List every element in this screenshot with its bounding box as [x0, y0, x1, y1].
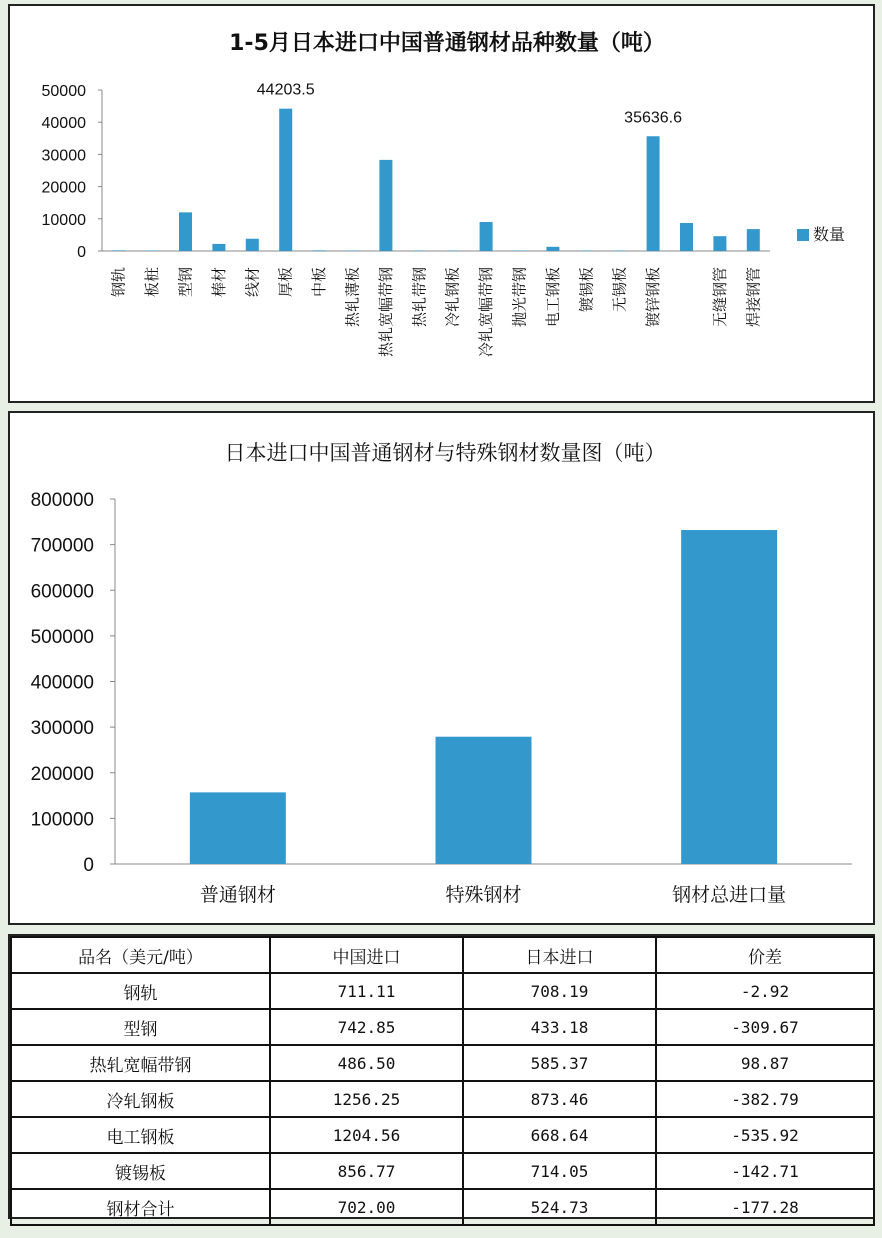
legend-label: 数量 — [813, 225, 846, 244]
bar — [713, 236, 726, 251]
y-tick-label: 40000 — [41, 115, 86, 133]
cell-japan: 433.18 — [463, 1009, 656, 1045]
x-tick-label: 热轧薄板 — [343, 267, 362, 328]
data-label: 35636.6 — [624, 109, 683, 127]
x-tick-label: 热轧宽幅带钢 — [376, 267, 395, 358]
x-tick-label: 钢轨 — [109, 267, 128, 298]
cell-china: 1256.25 — [270, 1081, 463, 1117]
bar — [680, 223, 693, 251]
bar — [480, 222, 493, 251]
cell-diff: 98.87 — [656, 1045, 874, 1081]
table-row — [11, 1189, 874, 1225]
legend-swatch — [797, 229, 809, 241]
header-diff: 价差 — [656, 937, 874, 973]
cell-china: 1204.56 — [270, 1117, 463, 1153]
cell-diff: -142.71 — [656, 1153, 874, 1189]
cell-name: 热轧宽幅带钢 — [11, 1045, 270, 1081]
bar — [179, 212, 192, 251]
chart-panel-varieties — [8, 4, 875, 403]
table-row — [11, 1117, 874, 1153]
bar — [681, 530, 777, 864]
bar — [112, 250, 125, 251]
x-tick-label: 中板 — [310, 267, 329, 298]
data-label: 44203.5 — [256, 81, 315, 99]
cell-japan: 524.73 — [463, 1189, 656, 1225]
cell-name: 钢材合计 — [11, 1189, 270, 1225]
cell-china: 742.85 — [270, 1009, 463, 1045]
y-tick-label: 600000 — [30, 581, 94, 603]
cell-name: 冷轧钢板 — [11, 1081, 270, 1117]
table-row — [11, 973, 874, 1009]
x-tick-label: 镀锡板 — [577, 267, 596, 313]
y-tick-label: 100000 — [30, 809, 94, 831]
y-tick-label: 0 — [77, 244, 86, 261]
x-tick-label: 镀锌钢板 — [644, 267, 663, 328]
cell-japan: 714.05 — [463, 1153, 656, 1189]
table-header-row — [11, 937, 874, 973]
price-table — [10, 936, 875, 1226]
table-row — [11, 1153, 874, 1189]
y-tick-label: 800000 — [30, 490, 94, 511]
cell-name: 电工钢板 — [11, 1117, 270, 1153]
cell-name: 钢轨 — [11, 973, 270, 1009]
y-tick-label: 300000 — [30, 718, 94, 740]
y-tick-label: 400000 — [30, 672, 94, 694]
bar — [246, 239, 259, 251]
table-row — [11, 1009, 874, 1045]
x-tick-label: 棒材 — [209, 267, 228, 298]
cell-china: 711.11 — [270, 973, 463, 1009]
x-tick-label: 型钢 — [176, 267, 195, 298]
table-row — [11, 1045, 874, 1081]
common-special-bar-chart — [10, 413, 873, 923]
bar — [379, 160, 392, 251]
cell-japan: 873.46 — [463, 1081, 656, 1117]
bar — [190, 792, 286, 864]
x-tick-label: 无缝钢管 — [710, 267, 729, 328]
x-tick-label: 线材 — [243, 267, 262, 298]
cell-diff: -535.92 — [656, 1117, 874, 1153]
y-tick-label: 500000 — [30, 626, 94, 648]
bar — [647, 136, 660, 251]
cell-china: 856.77 — [270, 1153, 463, 1189]
x-tick-label: 抛光带钢 — [510, 267, 529, 328]
cell-diff: -309.67 — [656, 1009, 874, 1045]
chart2-title: 日本进口中国普通钢材与特殊钢材数量图（吨） — [224, 441, 666, 465]
chart-panel-common-special — [8, 411, 875, 925]
x-tick-label: 厚板 — [276, 267, 295, 298]
y-tick-label: 30000 — [41, 147, 86, 165]
x-tick-label: 热轧带钢 — [410, 267, 429, 328]
cell-name: 镀锡板 — [11, 1153, 270, 1189]
cell-china: 486.50 — [270, 1045, 463, 1081]
cell-diff: -177.28 — [656, 1189, 874, 1225]
x-tick-label: 板桩 — [143, 267, 162, 298]
x-tick-label: 钢材总进口量 — [672, 884, 787, 906]
cell-name: 型钢 — [11, 1009, 270, 1045]
x-tick-label: 焊接钢管 — [744, 267, 763, 328]
cell-japan: 585.37 — [463, 1045, 656, 1081]
cell-diff: -2.92 — [656, 973, 874, 1009]
header-name: 品名（美元/吨） — [11, 937, 270, 973]
header-japan: 日本进口 — [463, 937, 656, 973]
cell-japan: 668.64 — [463, 1117, 656, 1153]
x-tick-label: 电工钢板 — [543, 267, 562, 328]
bar — [279, 109, 292, 251]
cell-china: 702.00 — [270, 1189, 463, 1225]
bar — [546, 247, 559, 251]
x-tick-label: 特殊钢材 — [445, 884, 522, 906]
y-tick-label: 0 — [83, 855, 94, 876]
y-tick-label: 10000 — [41, 211, 86, 229]
varieties-bar-chart — [10, 6, 873, 401]
table-row — [11, 1081, 874, 1117]
price-table-panel — [8, 934, 875, 1219]
header-china: 中国进口 — [270, 937, 463, 973]
y-tick-label: 700000 — [30, 535, 94, 557]
cell-diff: -382.79 — [656, 1081, 874, 1117]
bar — [436, 737, 532, 864]
y-tick-label: 200000 — [30, 763, 94, 785]
bar — [313, 250, 326, 251]
chart1-title: 1-5月日本进口中国普通钢材品种数量（吨） — [229, 31, 665, 56]
x-tick-label: 普通钢材 — [199, 884, 276, 906]
x-tick-label: 冷轧钢板 — [443, 267, 462, 328]
y-tick-label: 20000 — [41, 179, 86, 197]
x-tick-label: 冷轧宽幅带钢 — [477, 267, 496, 358]
bar — [747, 229, 760, 251]
y-tick-label: 50000 — [41, 83, 86, 100]
cell-japan: 708.19 — [463, 973, 656, 1009]
x-tick-label: 无锡板 — [610, 267, 629, 313]
bar — [212, 244, 225, 251]
